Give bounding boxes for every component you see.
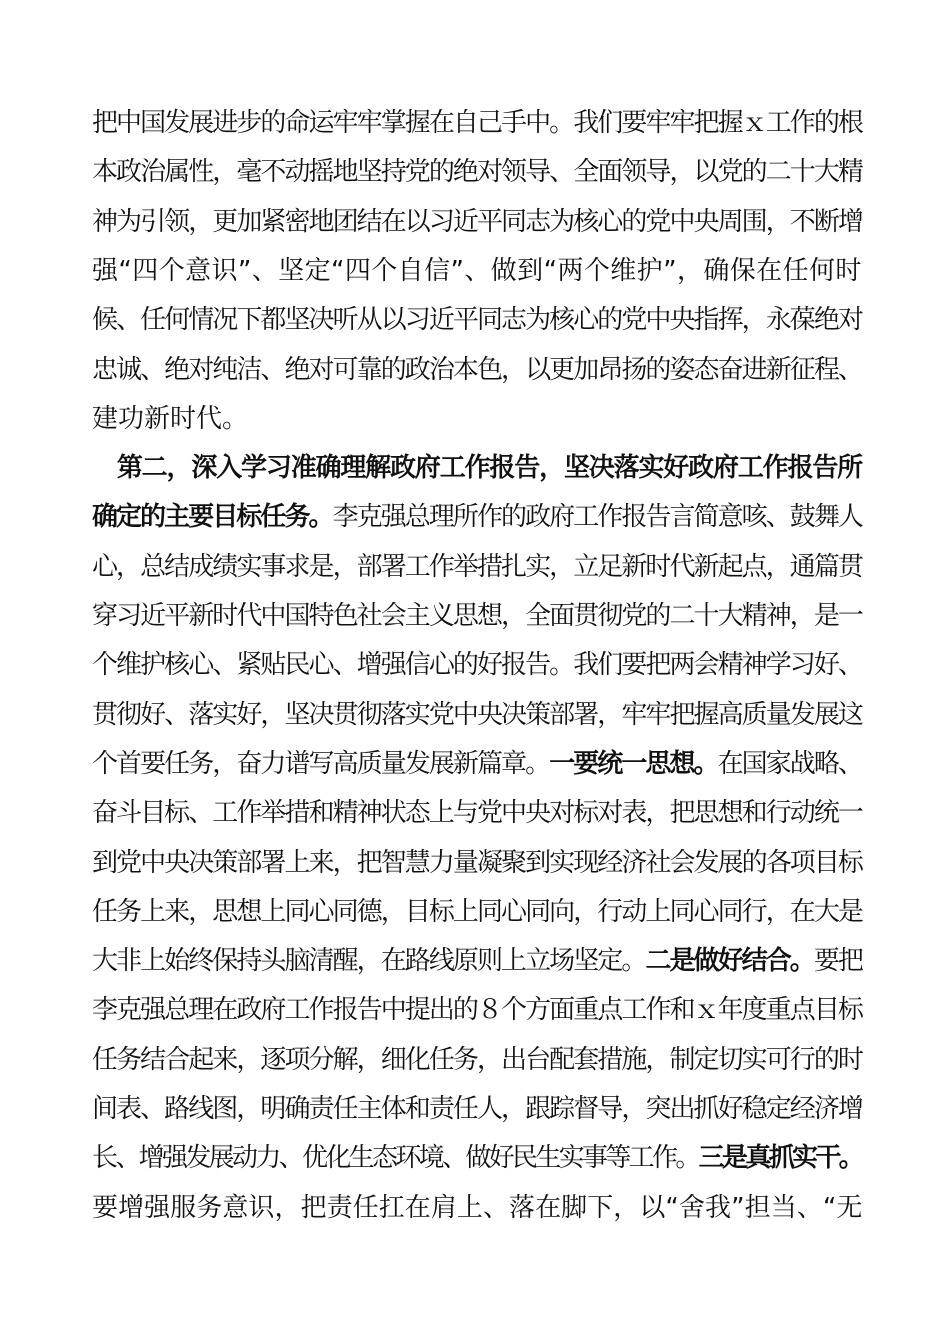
text-run: 到党中央决策部署上来，把智慧力量凝聚到实现经济社会发展的各项目标 <box>92 847 862 878</box>
text-line <box>92 493 862 542</box>
text-line <box>92 691 862 740</box>
text-run: 要把 <box>813 946 862 977</box>
text-run: 本政治属性，毫不动摇地坚持党的绝对领导、全面领导，以党的二十大精 <box>92 157 862 188</box>
text-line <box>92 1036 862 1085</box>
text-line <box>92 1085 862 1134</box>
text-run: 要增强服务意识，把责任扛在肩上、落在脚下，以“舍我”担当、“无 <box>92 1192 863 1223</box>
text-line <box>92 296 862 345</box>
text-line <box>92 839 862 888</box>
bold-text-run: 二是做好结合。 <box>645 946 814 977</box>
text-run: 强“四个意识”、坚定“四个自信”、做到“两个维护”，确保在任何时 <box>92 255 862 286</box>
text-line <box>92 789 862 838</box>
text-run: 任务结合起来，逐项分解，细化任务，出台配套措施，制定切实可行的时 <box>92 1044 862 1075</box>
text-line <box>92 543 862 592</box>
text-line <box>92 346 862 395</box>
text-line <box>92 1184 862 1233</box>
text-line <box>92 99 862 148</box>
text-run: 李克强总理所作的政府工作报告言简意咳、鼓舞人 <box>332 502 862 533</box>
text-line <box>92 198 862 247</box>
text-run: 个维护核心、紧贴民心、增强信心的好报告。我们要把两会精神学习好、 <box>92 650 862 681</box>
bold-text-run: 三是真抓实干。 <box>698 1143 863 1174</box>
text-run: 个首要任务，奋力谱写高质量发展新篇章。 <box>92 748 550 779</box>
text-run: 在国家战略、 <box>717 748 862 779</box>
text-run: 贯彻好、落实好，坚决贯彻落实党中央决策部署，牢牢把握高质量发展这 <box>92 699 862 730</box>
text-run: 把中国发展进步的命运牢牢掌握在自己手中。我们要牢牢把握ｘ工作的根 <box>92 108 862 138</box>
bold-text-run: 一要统一思想。 <box>549 748 718 779</box>
text-run: 奋斗目标、工作举措和精神状态上与党中央对标对表，把思想和行动统一 <box>92 798 862 829</box>
text-run: 候、任何情况下都坚决听从以习近平同志为核心的党中央指挥，永葆绝对 <box>92 305 862 336</box>
text-run: 心，总结成绩实事求是，部署工作举措扎实，立足新时代新起点，通篇贯 <box>92 551 862 582</box>
text-run: 大非上始终保持头脑清醒，在路线原则上立场坚定。 <box>92 946 646 977</box>
text-line <box>92 1134 862 1183</box>
text-run: 建功新时代。 <box>92 403 249 434</box>
text-line <box>92 148 862 197</box>
text-line <box>92 444 862 493</box>
text-line <box>92 888 862 937</box>
text-line <box>92 592 862 641</box>
text-run: 长、增强发展动力、优化生态环境、做好民生实事等工作。 <box>92 1143 699 1174</box>
text-run: 神为引领，更加紧密地团结在以习近平同志为核心的党中央周围，不断增 <box>92 206 862 237</box>
text-line <box>92 986 862 1035</box>
text-line <box>92 937 862 986</box>
bold-text-run: 确定的主要目标任务。 <box>92 502 333 533</box>
text-line <box>92 395 248 444</box>
text-line <box>92 641 862 690</box>
text-run: 任务上来，思想上同心同德，目标上同心同向，行动上同心同行，在大是 <box>92 896 862 927</box>
text-run: 李克强总理在政府工作报告中提出的８个方面重点工作和ｘ年度重点目标 <box>92 995 862 1026</box>
bold-text-run: 第二，深入学习准确理解政府工作报告，坚决落实好政府工作报告所 <box>92 453 863 484</box>
text-line <box>92 247 862 296</box>
text-line <box>92 740 862 789</box>
text-run: 穿习近平新时代中国特色社会主义思想，全面贯彻党的二十大精神，是一 <box>92 601 862 631</box>
text-run: 间表、路线图，明确责任主体和责任人，跟踪督导，突出抓好稳定经济增 <box>92 1094 862 1124</box>
text-run: 忠诚、绝对纯洁、绝对可靠的政治本色，以更加昂扬的姿态奋进新征程、 <box>92 354 862 385</box>
